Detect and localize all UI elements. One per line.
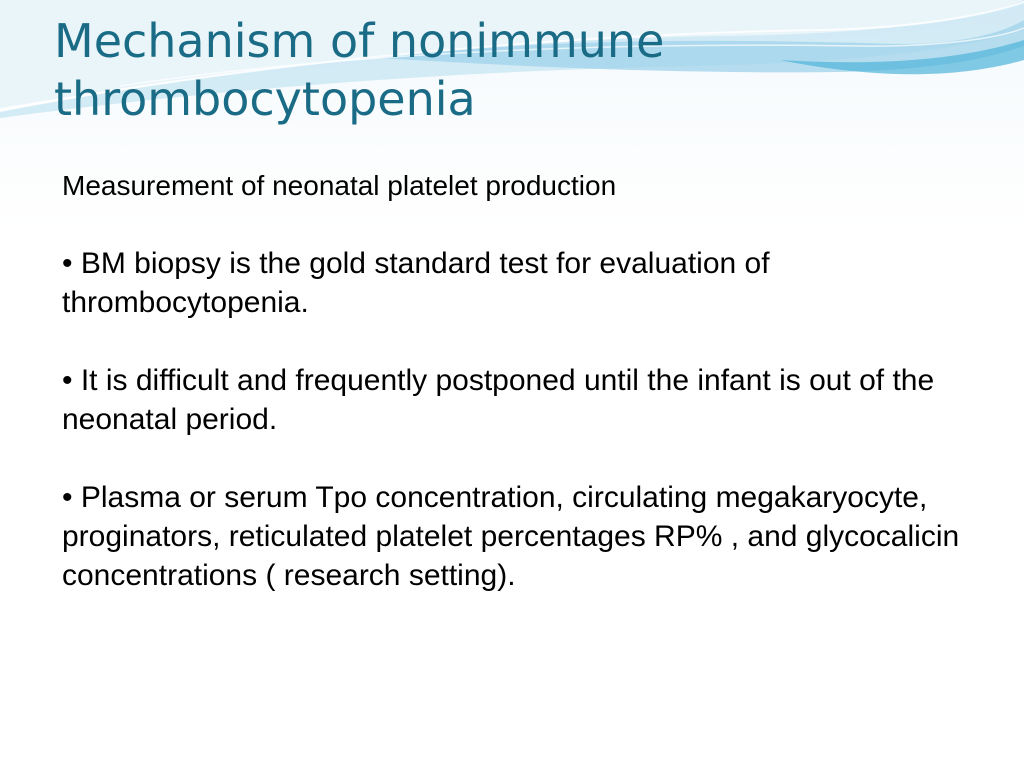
- slide-body: [62, 166, 962, 634]
- subheading: Measurement of neonatal platelet production: [62, 170, 617, 201]
- bullet-item: • Plasma or serum Tpo concentration, circulating megakaryocyte, proginators, reticulated platelet percentages RP% , and glycocalicin concentrations ( research setting).: [62, 481, 960, 592]
- page-title: Mechanism of nonimmune thrombocytopenia: [54, 14, 665, 126]
- bullet-item: • It is difficult and frequently postponed until the infant is out of the neonatal period.: [62, 364, 935, 436]
- bullet-item: • BM biopsy is the gold standard test for evaluation of thrombocytopenia.: [62, 247, 770, 319]
